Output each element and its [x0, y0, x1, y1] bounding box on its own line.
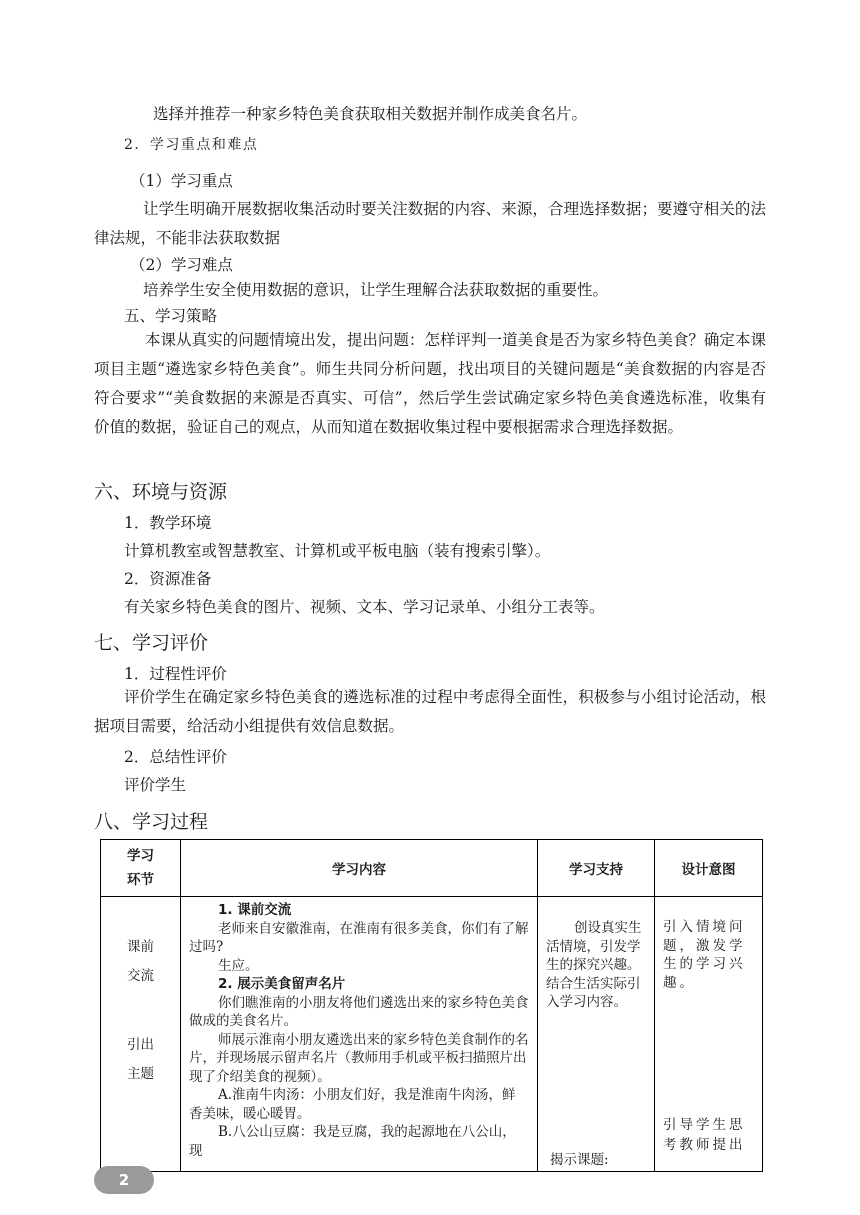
- header-stage: [101, 840, 181, 897]
- page-number-badge: 2: [94, 1166, 154, 1194]
- resource-heading: 2．资源准备: [124, 570, 212, 588]
- content-paragraph: 生应。: [218, 957, 259, 974]
- support-text: 创设真实生活情境，引发学生的探究兴趣。结合生活实际引入学习内容。: [546, 920, 642, 1010]
- section-6-title: 六、环境与资源: [94, 481, 228, 503]
- key-heading: （1）学习重点: [130, 172, 233, 190]
- strategy-text: 本课从真实的问题情境出发，提出问题：怎样评判一道美食是否为家乡特色美食？确定本课项目主题“遴选家乡特色美食”。师生共同分析问题，找出项目的关键问题是“美食数据的内容是否符合要求”“美食数据的来源是否真实、可信”，然后学生尝试确定家乡特色美食遴选标准，收集有价值的数据，验证自己的观点，从而知道在数据收集过程中要根据需求合理选择数据。: [94, 331, 766, 436]
- intent-cell: [655, 897, 763, 1172]
- section-7-title: 七、学习评价: [94, 632, 209, 654]
- content-paragraph: 你们瞧淮南的小朋友将他们遴选出来的家乡特色美食做成的美食名片。: [189, 994, 529, 1029]
- content-cell: [181, 897, 538, 1172]
- objective-3-text: 选择并推荐一种家乡特色美食获取相关数据并制作成美食名片。: [153, 105, 588, 123]
- support-bottom-text: 揭示课题:: [550, 1151, 609, 1168]
- env-text: 计算机教室或智慧教室、计算机或平板电脑（装有搜索引擎）。: [124, 542, 551, 560]
- difficult-text: 培养学生安全使用数据的意识，让学生理解合法获取数据的重要性。: [143, 281, 609, 299]
- strategy-heading: 五、学习策略: [124, 307, 218, 325]
- section-8-title: 八、学习过程: [94, 811, 209, 833]
- support-cell: [538, 897, 655, 1172]
- process-eval-text: 评价学生在确定家乡特色美食的遴选标准的过程中考虑得全面性，积极参与小组讨论活动，根据项目需要，给活动小组提供有效信息数据。: [94, 688, 766, 735]
- summary-eval-text: 评价学生: [124, 776, 187, 794]
- header-stage-line1: 学习: [127, 848, 154, 864]
- content-paragraph: 老师来自安徽淮南，在淮南有很多美食，你们有了解过吗?: [189, 920, 529, 955]
- stage-text: 主题: [127, 1066, 154, 1082]
- content-heading-2: 2. 展示美食留声名片: [218, 976, 346, 992]
- header-content: 学习内容: [181, 840, 538, 897]
- process-eval-heading: 1．过程性评价: [124, 665, 227, 683]
- content-paragraph: B.八公山豆腐：我是豆腐，我的起源地在八公山，现: [189, 1124, 516, 1159]
- intent-text: 引入情境问题，激发学生的学习兴趣。: [663, 919, 746, 991]
- key-difficult-heading: 2．学习重点和难点: [124, 137, 259, 153]
- table-row: [101, 897, 763, 1172]
- content-paragraph: A.淮南牛肉汤：小朋友们好，我是淮南牛肉汤，鲜香美味，暖心暖胃。: [189, 1087, 516, 1122]
- stage-text: 课前: [127, 939, 154, 955]
- header-support: 学习支持: [538, 840, 655, 897]
- summary-eval-heading: 2．总结性评价: [124, 748, 227, 766]
- table-header-row: [101, 840, 763, 897]
- intent-bottom-text: 引导学生思考教师提出: [663, 1117, 746, 1153]
- resource-text: 有关家乡特色美食的图片、视频、文本、学习记录单、小组分工表等。: [124, 598, 605, 616]
- stage-cell: [101, 897, 181, 1172]
- header-intent: 设计意图: [655, 840, 763, 897]
- stage-text: 引出: [127, 1037, 154, 1053]
- stage-text: 交流: [127, 968, 154, 984]
- env-heading: 1．教学环境: [124, 514, 212, 532]
- header-stage-line2: 环节: [127, 872, 154, 888]
- learning-process-table: [100, 839, 763, 1172]
- key-text: 让学生明确开展数据收集活动时要关注数据的内容、来源，合理选择数据；要遵守相关的法律法规，不能非法获取数据: [94, 200, 766, 247]
- content-heading-1: 1. 课前交流: [218, 902, 292, 918]
- difficult-heading: （2）学习难点: [130, 256, 233, 274]
- content-paragraph: 师展示淮南小朋友遴选出来的家乡特色美食制作的名片，并现场展示留声名片（教师用手机或平板扫描照片出现了介绍美食的视频）。: [189, 1031, 529, 1085]
